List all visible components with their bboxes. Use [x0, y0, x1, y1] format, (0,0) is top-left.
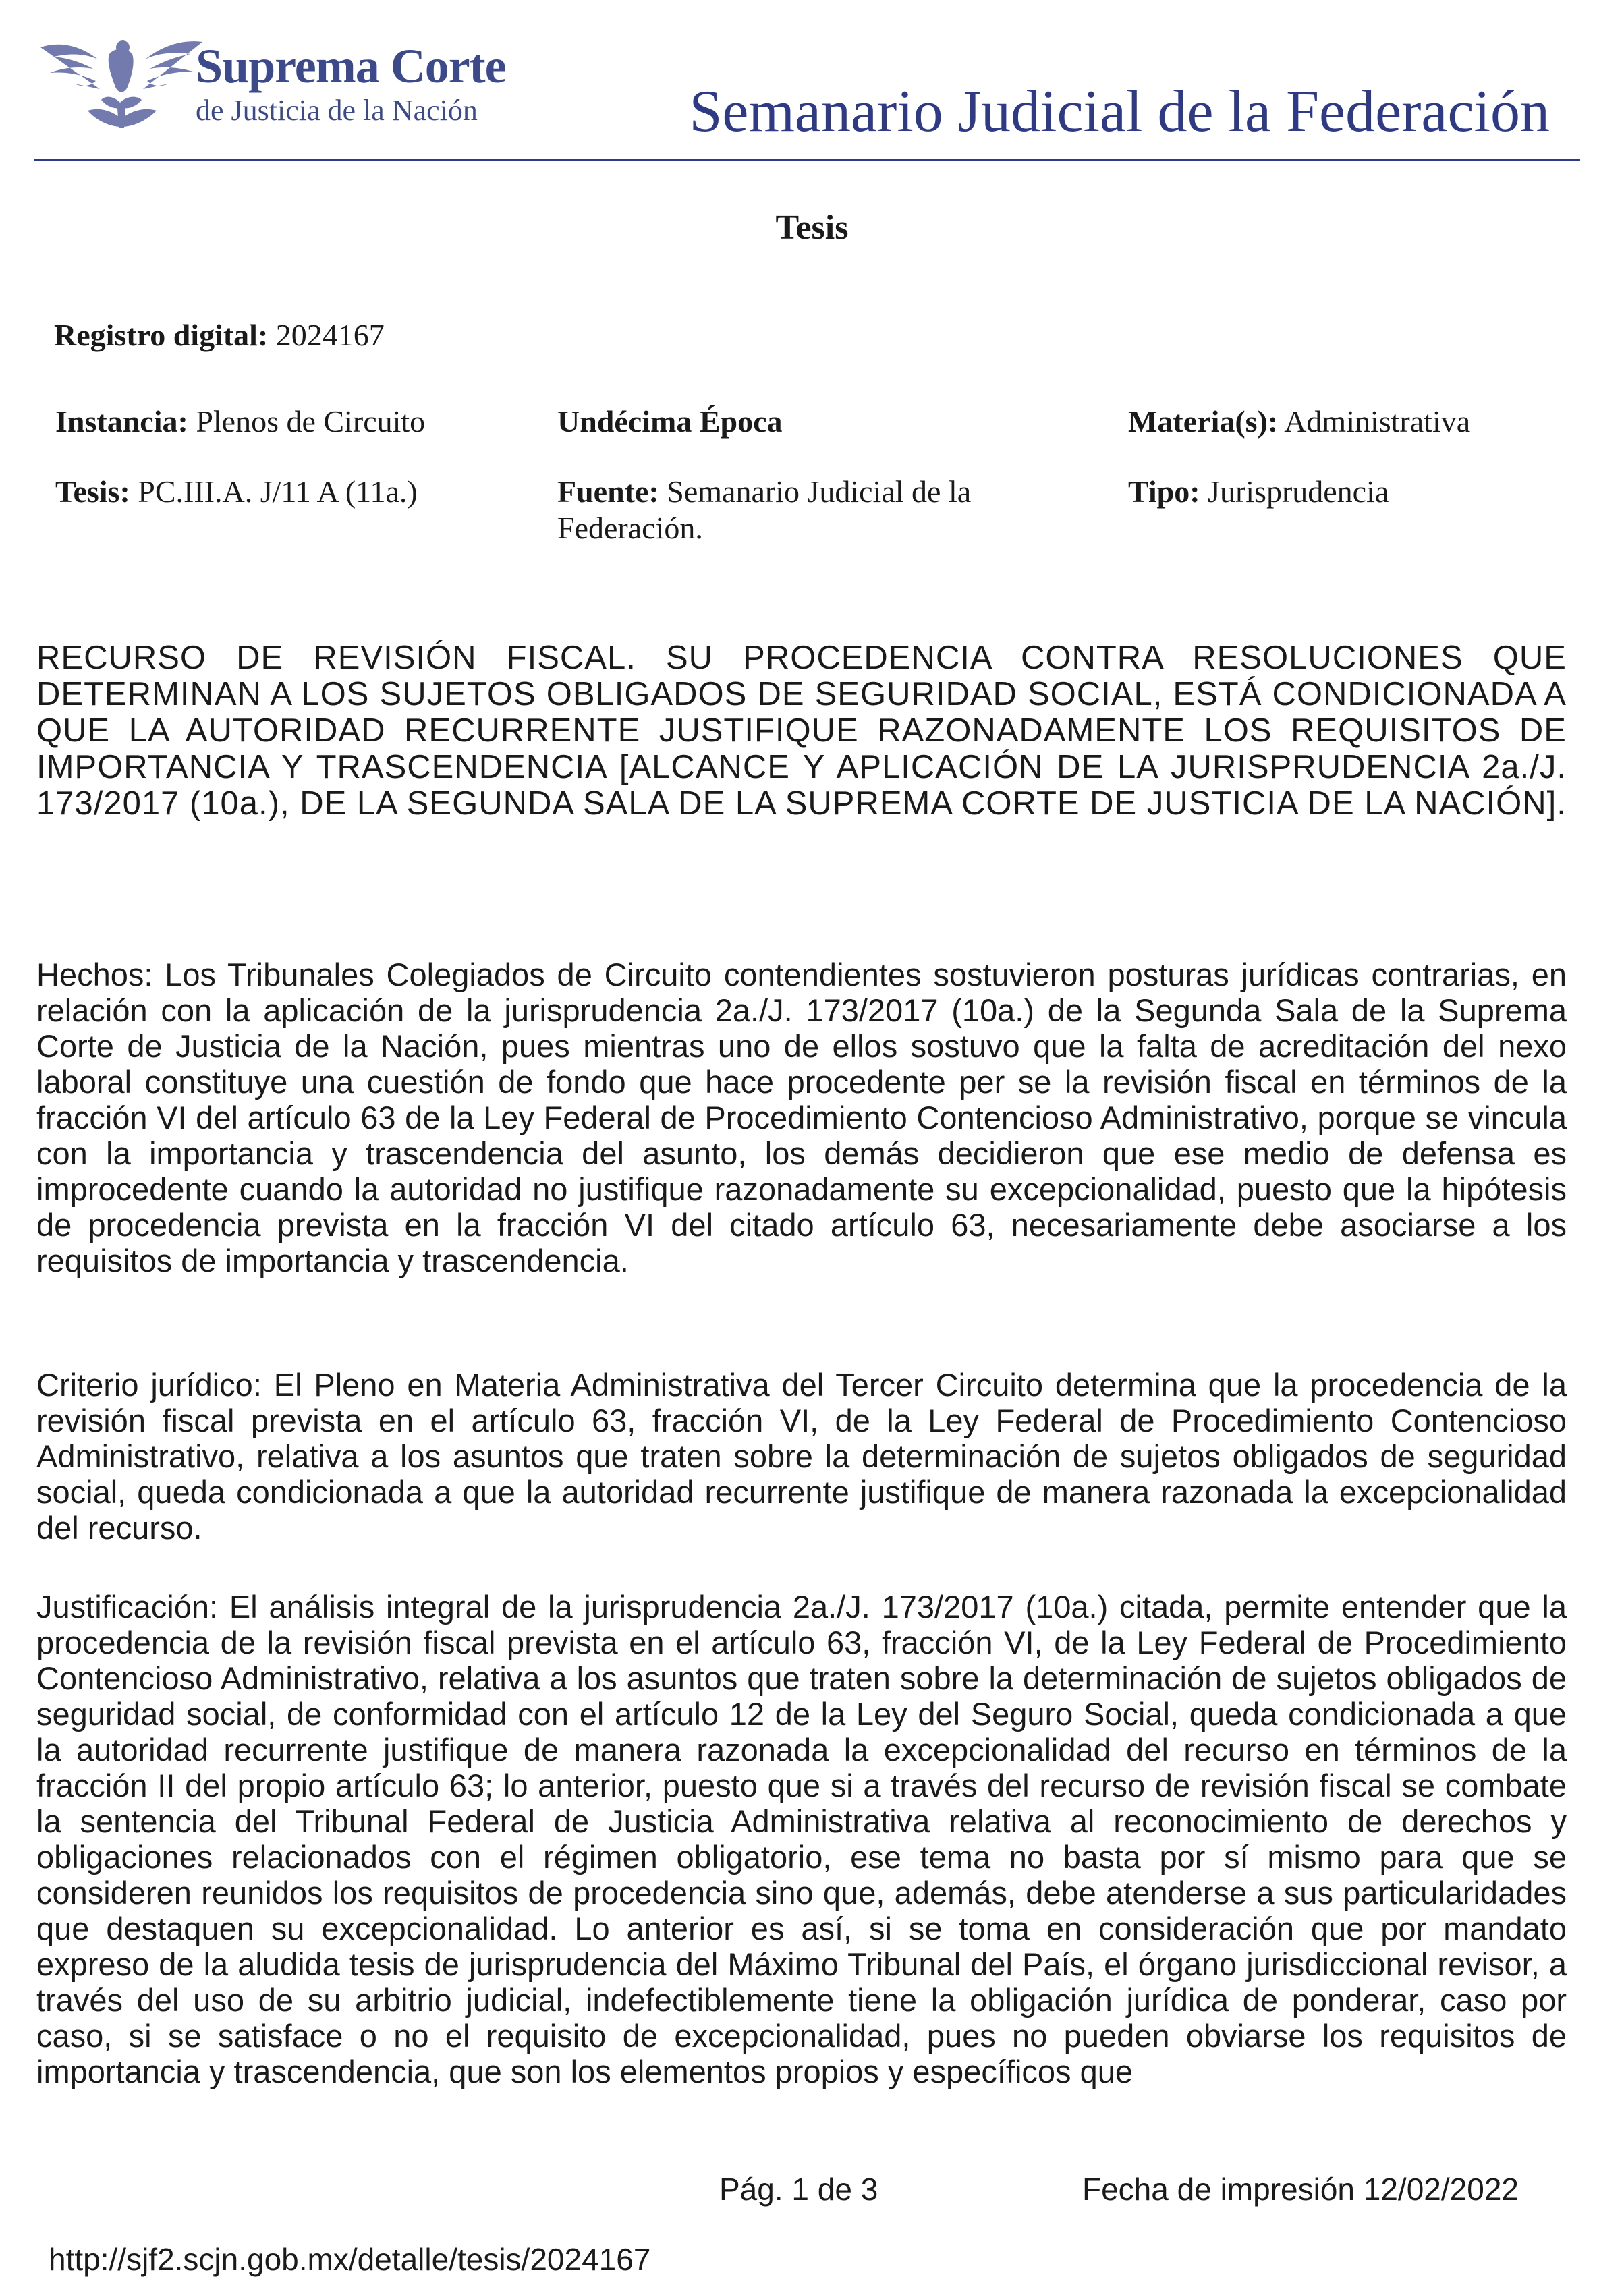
eagle-emblem-icon: [34, 27, 209, 135]
criterio-paragraph: Criterio jurídico: El Pleno en Materia Administrativa del Tercer Circuito determina que la procedencia de la revisión fiscal prevista en el artículo 63, fracción VI, de la Ley Federal de Procedimiento Contencioso Administrativo, relativa a los asuntos que traten sobre la determinación de sujetos obligados de seguridad social, queda condicionada a que la autoridad recurrente justifique de manera razonada la excepcionalidad del recurso.: [36, 1367, 1567, 1546]
instancia-label: Instancia:: [55, 404, 188, 439]
registro-label: Registro digital:: [54, 318, 269, 352]
print-date: Fecha de impresión 12/02/2022: [1082, 2172, 1519, 2207]
fuente-label: Fuente:: [557, 474, 659, 509]
header-divider: [34, 159, 1580, 161]
publication-title: Semanario Judicial de la Federación: [689, 79, 1550, 144]
hechos-paragraph: Hechos: Los Tribunales Colegiados de Circuito contendientes sostuvieron posturas jurídicas contrarias, en relación con la aplicación de la jurisprudencia 2a./J. 173/2017 (10a.) de la Segunda Sala de la Suprema Corte de Justicia de la Nación, pues mientras uno de ellos sostuvo que la falta de acreditación del nexo laboral constituye una cuestión de fondo que hace procedente per se la revisión fiscal en términos de la fracción VI del artículo 63 de la Ley Federal de Procedimiento Contencioso Administrativo, porque se vincula con la importancia y trascendencia del asunto, los demás decidieron que ese medio de defensa es improcedente cuando la autoridad no justifique razonadamente su excepcionalidad, puesto que la hipótesis de procedencia prevista en la fracción VI del citado artículo 63, necesariamente debe asociarse a los requisitos de importancia y trascendencia.: [36, 957, 1567, 1278]
document-type: Tesis: [775, 208, 849, 247]
justificacion-paragraph: Justificación: El análisis integral de la jurisprudencia 2a./J. 173/2017 (10a.) citada, permite entender que la procedencia de la revisión fiscal prevista en el artículo 63, fracción VI, de la Ley Federal de Procedimiento Contencioso Administrativo, relativa a los asuntos que traten sobre la determinación de sujetos obligados de seguridad social, de conformidad con el artículo 12 de la Ley del Seguro Social, queda condicionada a que la autoridad recurrente justifique de manera razonada la excepcionalidad del recurso en términos de la fracción II del propio artículo 63; lo anterior, puesto que si a través del recurso de revisión fiscal se combate la sentencia del Tribunal Federal de Justicia Administrativa relativa al reconocimiento de derechos y obligaciones relacionados con el régimen obligatorio, ese tema no basta por sí mismo para que se consideren reunidos los requisitos de procedencia sino que, además, debe atenderse a sus particularidades que destaquen su excepcionalidad. Lo anterior es así, si se toma en consideración que por mandato expreso de la aludida tesis de jurisprudencia del Máximo Tribunal del País, el órgano jurisdiccional revisor, a través del uso de su arbitrio judicial, indefectiblemente tiene la obligación jurídica de ponderar, caso por caso, si se satisface o no el requisito de excepcionalidad, pues no pueden obviarse los requisitos de importancia y trascendencia, que son los elementos propios y específicos que: [36, 1589, 1567, 2089]
tesis-value: PC.III.A. J/11 A (11a.): [138, 474, 418, 509]
tipo: [1128, 474, 1587, 510]
source-url[interactable]: http://sjf2.scjn.gob.mx/detalle/tesis/2024167: [49, 2242, 651, 2277]
thesis-heading: RECURSO DE REVISIÓN FISCAL. SU PROCEDENCIA CONTRA RESOLUCIONES QUE DETERMINAN A LOS SUJETOS OBLIGADOS DE SEGURIDAD SOCIAL, ESTÁ CONDICIONADA A QUE LA AUTORIDAD RECURRENTE JUSTIFIQUE RAZONADAMENTE LOS REQUISITOS DE IMPORTANCIA Y TRASCENDENCIA [ALCANCE Y APLICACIÓN DE LA JURISPRUDENCIA 2a./J. 173/2017 (10a.), DE LA SEGUNDA SALA DE LA SUPREMA CORTE DE JUSTICIA DE LA NACIÓN].: [36, 640, 1567, 822]
logo-subtitle: de Justicia de la Nación: [196, 94, 478, 127]
epoca-value: Undécima Época: [557, 404, 783, 439]
logo-title: Suprema Corte: [196, 39, 506, 93]
materia-value: Administrativa: [1284, 404, 1471, 439]
materia: [1128, 403, 1587, 440]
page-number: Pág. 1 de 3: [719, 2172, 878, 2207]
registro-value: 2024167: [275, 318, 385, 352]
materia-label: Materia(s):: [1128, 404, 1279, 439]
instancia-value: Plenos de Circuito: [196, 404, 426, 439]
fuente-value: Semanario Judicial de la Federación.: [557, 474, 972, 545]
epoca: [557, 403, 1097, 440]
fuente: [557, 474, 1057, 546]
tesis-label: Tesis:: [55, 474, 130, 509]
tesis-id: [55, 474, 528, 510]
tipo-value: Jurisprudencia: [1208, 474, 1389, 509]
registro-digital: [54, 317, 385, 354]
instancia: [55, 403, 528, 440]
tipo-label: Tipo:: [1128, 474, 1200, 509]
